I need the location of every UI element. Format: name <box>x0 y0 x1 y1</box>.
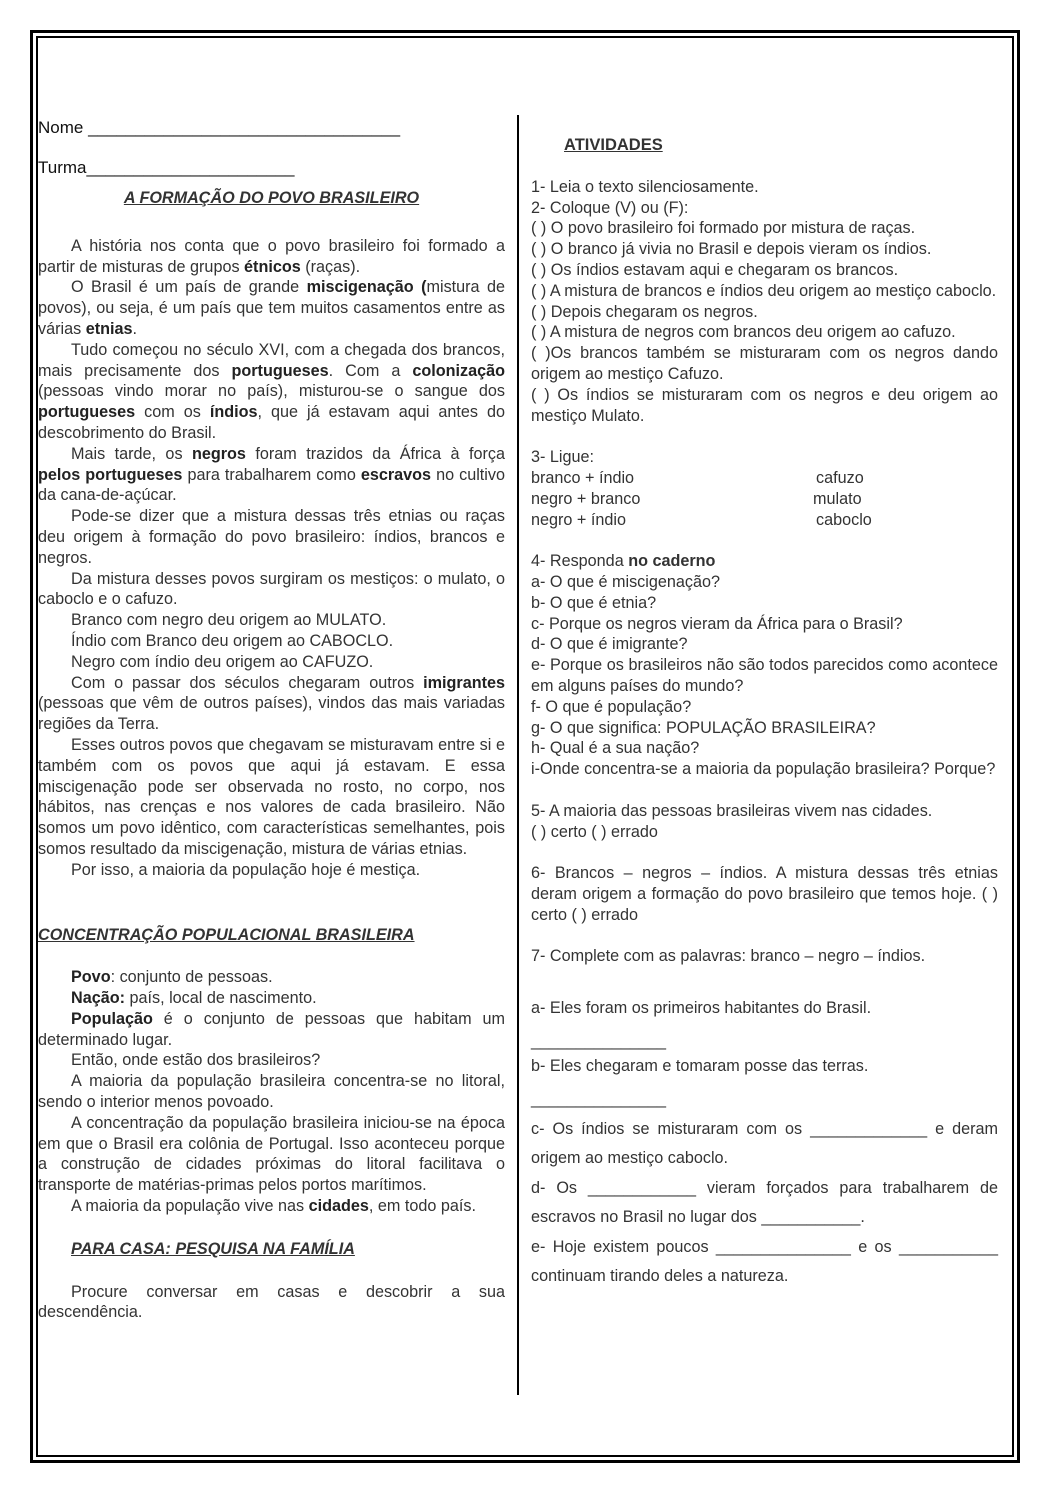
tf-item: ( ) O povo brasileiro foi formado por mistura de raças. <box>531 219 916 238</box>
left-column <box>38 115 505 1323</box>
q4-item: g- O que significa: POPULAÇÃO BRASILEIRA? <box>531 718 876 737</box>
tf-item: ( ) A mistura de negros com brancos deu origem ao cafuzo. <box>531 323 956 342</box>
q4-item: c- Porque os negros vieram da África para o Brasil? <box>531 614 903 633</box>
q4-item: f- O que é população? <box>531 697 692 716</box>
definition: Povo: conjunto de pessoas. <box>71 968 273 987</box>
q4-item: i-Onde concentra-se a maioria da população brasileira? Porque? <box>531 760 996 779</box>
paragraph: A história nos conta que o povo brasileiro foi formado a partir de misturas de grupos étnicos (raças). <box>38 236 505 276</box>
paragraph: Então, onde estão dos brasileiros? <box>71 1051 321 1070</box>
right-column <box>531 135 998 1292</box>
q7-e: e- Hoje existem poucos _______________ e os ___________ continuam tirando deles a natureza. <box>531 1237 998 1286</box>
tf-item: ( ) Os índios estavam aqui e chegaram os brancos. <box>531 260 899 279</box>
question-4: 4- Responda no caderno <box>531 552 716 571</box>
name-field: Nome _________________________________ <box>38 118 401 137</box>
q7-c: c- Os índios se misturaram com os _____________ e deram origem ao mestiço caboclo. <box>531 1119 998 1168</box>
q4-item: e- Porque os brasileiros não são todos parecidos como acontece em alguns países do mundo? <box>531 656 998 695</box>
column-divider <box>517 115 519 1395</box>
q4-item: b- O que é etnia? <box>531 593 657 612</box>
match-row: negro + branco mulato <box>531 489 862 508</box>
paragraph: A maioria da população vive nas cidades, em todo país. <box>71 1197 476 1216</box>
section-title-concentration: CONCENTRAÇÃO POPULACIONAL BRASILEIRA <box>38 925 415 944</box>
paragraph: O Brasil é um país de grande miscigenação (mistura de povos), ou seja, é um país que tem muitos casamentos entre as várias etnias. <box>38 278 505 338</box>
paragraph: A maioria da população brasileira concentra-se no litoral, sendo o interior menos povoado. <box>38 1072 505 1112</box>
paragraph: Com o passar dos séculos chegaram outros imigrantes (pessoas que vêm de outros países), vindos das mais variadas regiões da Terra. <box>38 673 505 734</box>
question-1: 1- Leia o texto silenciosamente. <box>531 177 759 196</box>
paragraph: Pode-se dizer que a mistura dessas três etnias ou raças deu origem à formação do povo brasileiro: índios, brancos e negros. <box>38 507 505 567</box>
q7-d: d- Os ____________ vieram forçados para trabalharem de escravos no Brasil no lugar dos ___________. <box>531 1178 998 1227</box>
tf-item: ( ) Depois chegaram os negros. <box>531 302 758 321</box>
activities-title: ATIVIDADES <box>564 136 663 154</box>
tf-item: ( ) A mistura de brancos e índios deu origem ao mestiço caboclo. <box>531 281 997 300</box>
definition: Nação: país, local de nascimento. <box>71 989 317 1008</box>
class-field: Turma______________________ <box>38 158 295 177</box>
definition: População é o conjunto de pessoas que habitam um determinado lugar. <box>38 1009 505 1049</box>
paragraph: Esses outros povos que chegavam se misturavam entre si e também com os povos que aqui já estavam. E essa miscigenação pode ser observada no rosto, no corpo, nos hábitos, nas crenças e nos valores de cada brasileiro. Não somos um povo idêntico, com características semelhantes, pois somos resultado da miscigenação, mistura de várias etnias. <box>38 735 505 858</box>
q4-item: a- O que é miscigenação? <box>531 572 720 591</box>
q4-item: h- Qual é a sua nação? <box>531 739 700 758</box>
paragraph: Por isso, a maioria da população hoje é mestiça. <box>71 860 421 879</box>
tf-item: ( ) Os índios se misturaram com os negros e deu origem ao mestiço Mulato. <box>531 385 998 425</box>
q5-options: ( ) certo ( ) errado <box>531 822 658 841</box>
question-7: 7- Complete com as palavras: branco – negro – índios. <box>531 947 926 966</box>
match-row: branco + índio cafuzo <box>531 468 864 487</box>
question-6: 6- Brancos – negros – índios. A mistura dessas três etnias deram origem a formação do povo brasileiro que temos hoje. ( ) certo ( ) errado <box>531 864 998 924</box>
question-2: 2- Coloque (V) ou (F): <box>531 198 689 217</box>
paragraph: Mais tarde, os negros foram trazidos da África à força pelos portugueses para trabalharem como escravos no cultivo da cana-de-açúcar. <box>38 444 505 505</box>
q7-b-blank: _______________ <box>531 1090 667 1109</box>
q7-a: a- Eles foram os primeiros habitantes do Brasil. <box>531 999 872 1018</box>
homework-text: Procure conversar em casas e descobrir a sua descendência. <box>38 1282 505 1322</box>
main-title: A FORMAÇÃO DO POVO BRASILEIRO <box>123 189 420 207</box>
paragraph: Negro com índio deu origem ao CAFUZO. <box>71 652 374 671</box>
question-5: 5- A maioria das pessoas brasileiras vivem nas cidades. <box>531 801 933 820</box>
paragraph: Branco com negro deu origem ao MULATO. <box>71 611 387 630</box>
paragraph: Tudo começou no século XVI, com a chegada dos brancos, mais precisamente dos portugueses. Com a colonização (pessoas vindo morar no país), misturou-se o sangue dos portugueses com os índios, que já estavam aqui antes do descobrimento do Brasil. <box>38 340 506 442</box>
q7-a-blank: _______________ <box>531 1031 667 1050</box>
question-3: 3- Ligue: <box>531 448 594 467</box>
paragraph: Índio com Branco deu origem ao CABOCLO. <box>71 631 394 650</box>
q7-b: b- Eles chegaram e tomaram posse das terras. <box>531 1057 869 1076</box>
paragraph: A concentração da população brasileira iniciou-se na época em que o Brasil era colônia de Portugal. Isso aconteceu porque a construção de cidades próximas do litoral facilitava o transporte de matérias-primas pelos portos marítimos. <box>38 1113 505 1195</box>
section-title-homework: PARA CASA: PESQUISA NA FAMÍLIA <box>71 1239 355 1258</box>
paragraph: Da mistura desses povos surgiram os mestiços: o mulato, o caboclo e o cafuzo. <box>38 569 505 609</box>
tf-item: ( )Os brancos também se misturaram com os negros dando origem ao mestiço Cafuzo. <box>531 344 998 383</box>
q4-item: d- O que é imigrante? <box>531 635 688 654</box>
match-row: negro + índio caboclo <box>531 510 872 529</box>
tf-item: ( ) O branco já vivia no Brasil e depois vieram os índios. <box>531 240 932 259</box>
